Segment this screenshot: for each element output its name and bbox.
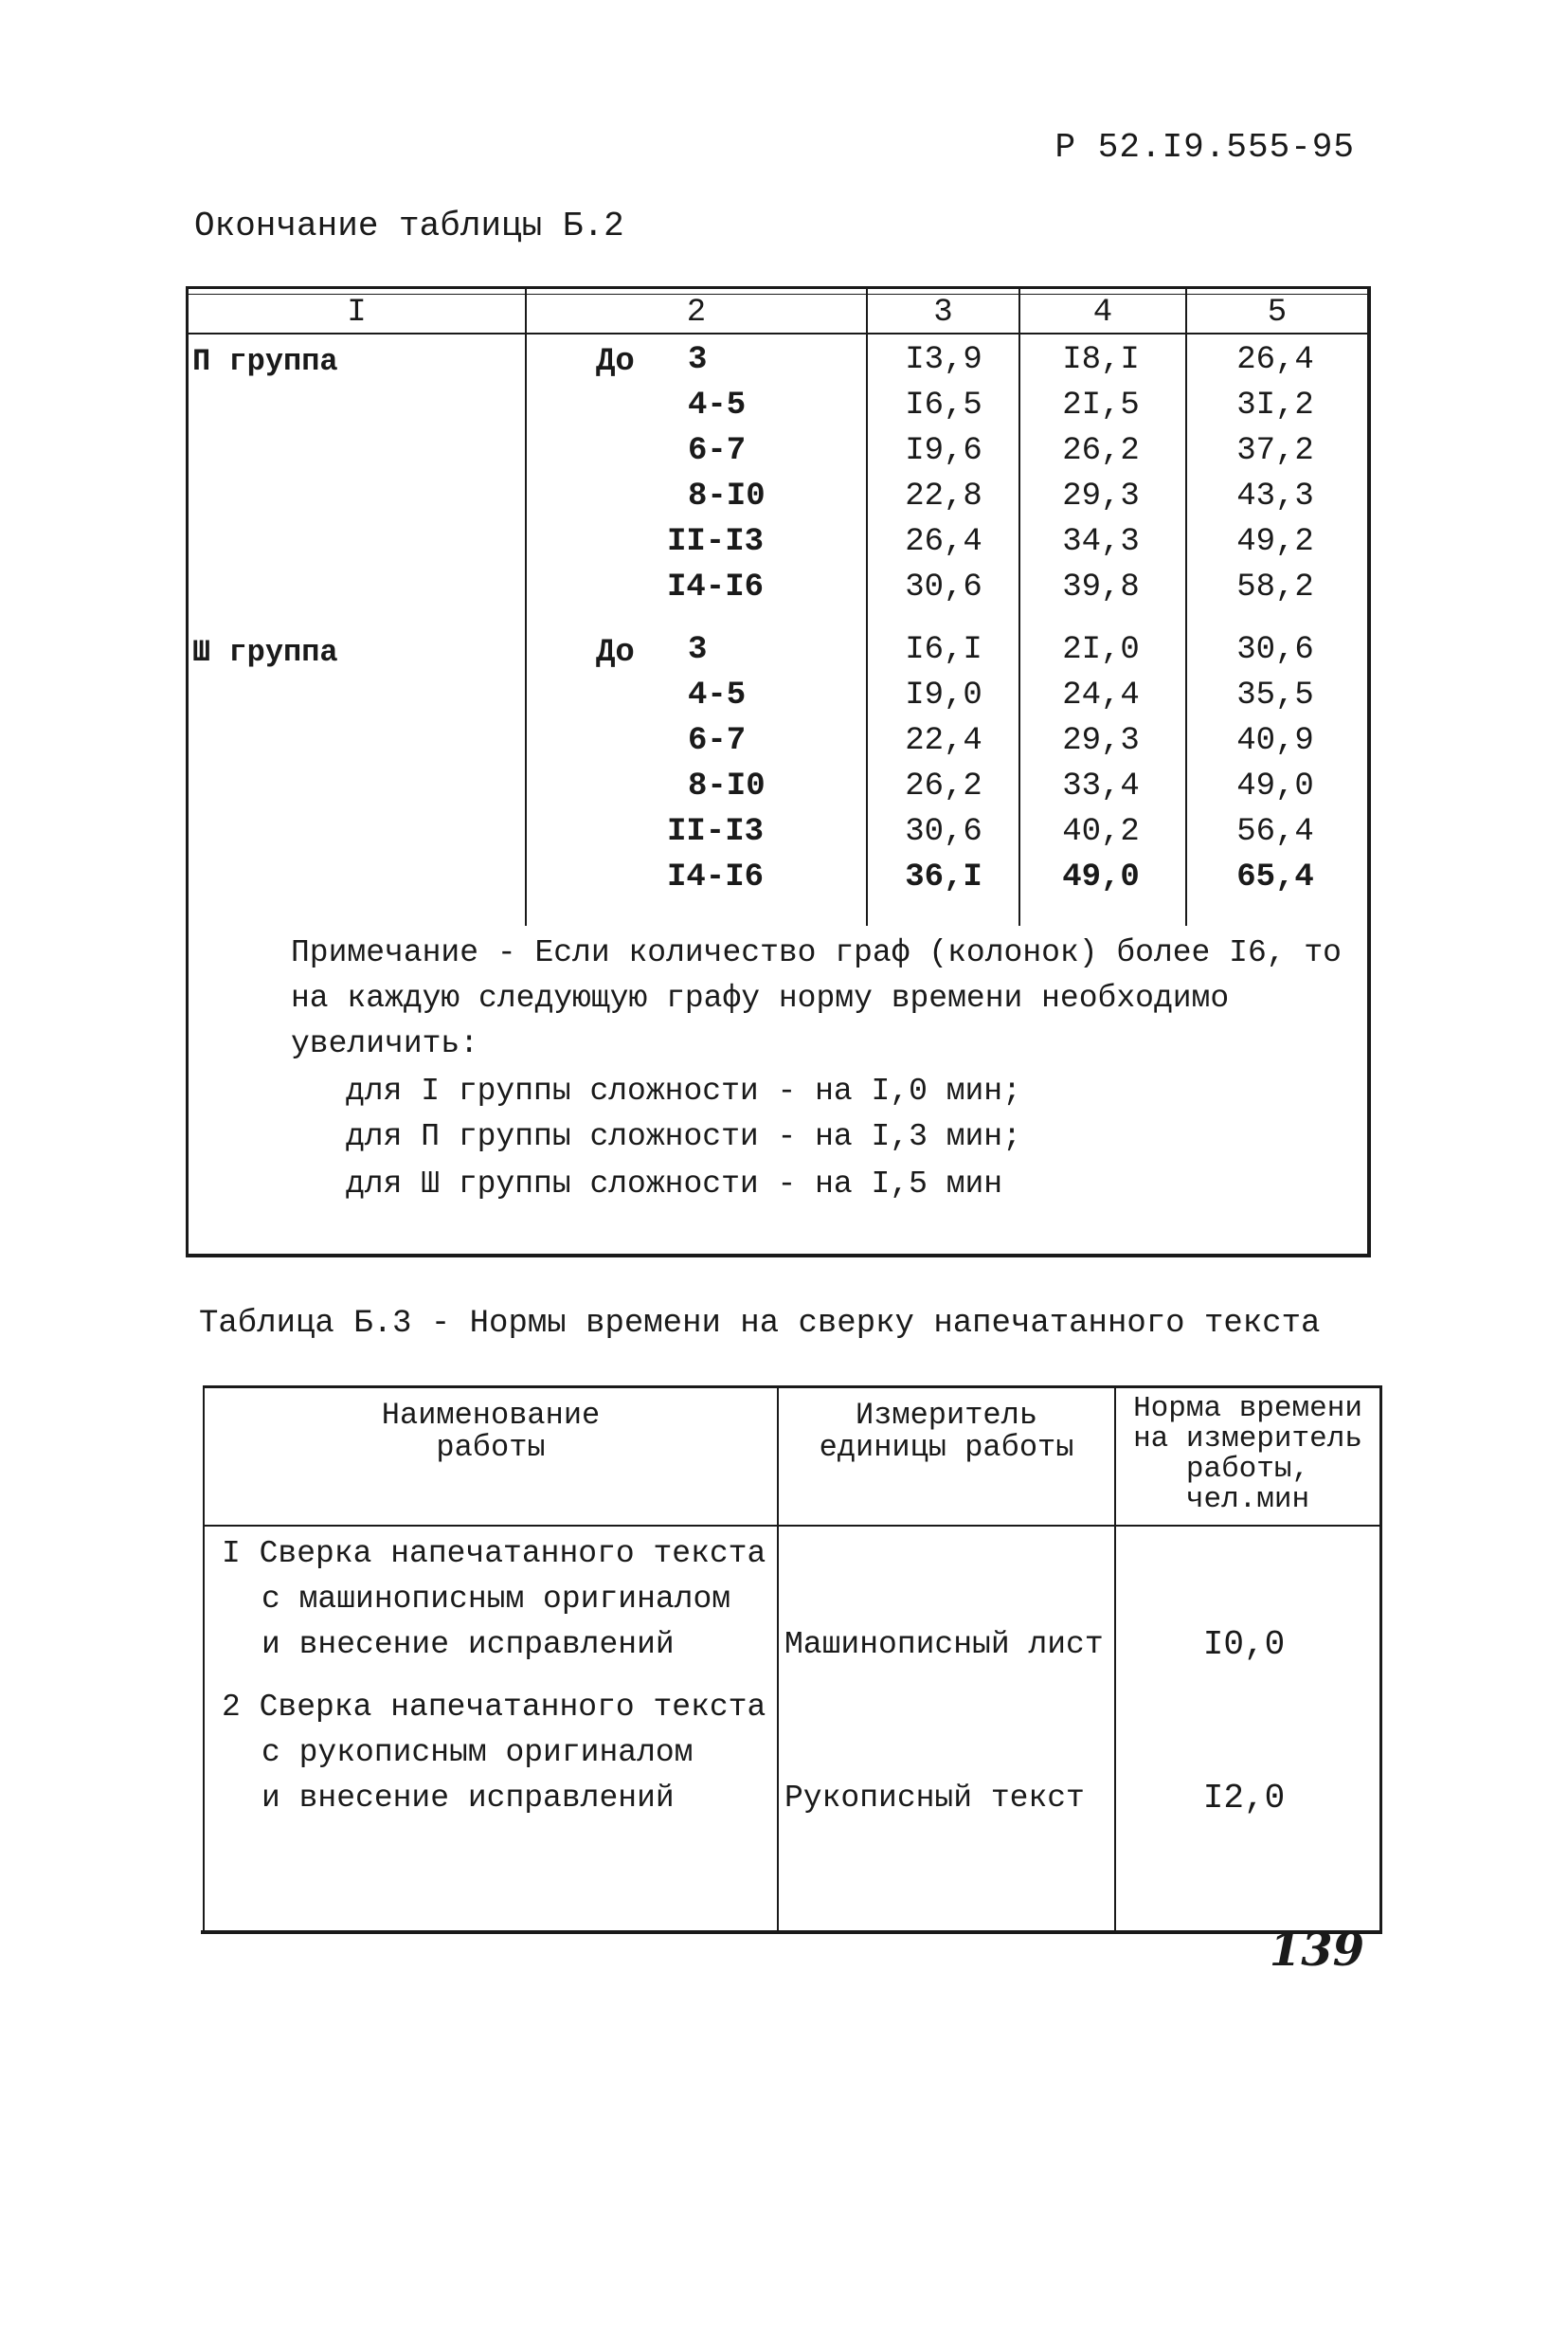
- table-b2-col-header-5: 5: [1267, 295, 1288, 331]
- table-cell: 33,4: [1062, 769, 1140, 805]
- pages-range: 3: [688, 342, 708, 378]
- work-description-line: и внесение исправлений: [261, 1627, 675, 1662]
- table-cell: I6,5: [905, 388, 982, 424]
- table-cell: 22,4: [905, 723, 982, 759]
- table-cell: 22,8: [905, 479, 982, 515]
- pages-range: 4-5: [688, 388, 747, 424]
- table-cell: 26,4: [1236, 342, 1314, 378]
- group-name: Ш группа: [192, 635, 338, 670]
- header-unit: Измеритель единицы работы: [819, 1398, 1074, 1465]
- table-cell: 2I,5: [1062, 388, 1140, 424]
- note-line: Примечание - Если количество граф (колонок) более I6, то: [291, 935, 1342, 970]
- table-b3-header-divider: [205, 1525, 1379, 1527]
- table-b2-col-header-4: 4: [1092, 295, 1113, 331]
- range-prefix: До: [596, 344, 635, 380]
- table-cell: I9,6: [905, 433, 982, 469]
- table-cell: I3,9: [905, 342, 982, 378]
- note-item: для I группы сложности - на I,0 мин;: [346, 1074, 1021, 1109]
- note-line: увеличить:: [291, 1026, 479, 1061]
- pages-range: I4-I6: [667, 570, 765, 606]
- pages-range: 3: [688, 632, 708, 668]
- document-code: Р 52.I9.555-95: [1054, 128, 1355, 167]
- table-cell: 40,2: [1062, 814, 1140, 850]
- work-description-line: 2 Сверка напечатанного текста: [222, 1690, 766, 1725]
- pages-range: 8-I0: [688, 479, 766, 515]
- table-b2: [186, 286, 1371, 1257]
- table-b2-col-divider-4: [1185, 289, 1187, 926]
- table-cell: 35,5: [1236, 678, 1314, 714]
- unit-cell: Рукописный текст: [784, 1781, 1085, 1816]
- table-b2-caption: Окончание таблицы Б.2: [194, 207, 624, 245]
- work-description-line: с рукописным оригиналом: [261, 1735, 694, 1770]
- pages-range: 6-7: [688, 433, 747, 469]
- table-cell: 49,0: [1062, 859, 1140, 895]
- table-b2-col-header-1: I: [347, 295, 367, 331]
- table-b3-bottom-border: [201, 1930, 1382, 1934]
- note-item: для П группы сложности - на I,3 мин;: [346, 1119, 1021, 1154]
- page-number: 139: [1269, 1924, 1364, 1977]
- header-work-name: Наименование работы: [381, 1398, 601, 1465]
- table-cell: 56,4: [1236, 814, 1314, 850]
- table-b2-header-divider: [189, 333, 1367, 335]
- table-b3-caption: Таблица Б.3 - Нормы времени на сверку напечатанного текста: [199, 1306, 1321, 1342]
- table-cell: 26,4: [905, 524, 982, 560]
- table-cell: 26,2: [905, 769, 982, 805]
- table-cell: 29,3: [1062, 479, 1140, 515]
- table-cell: 39,8: [1062, 570, 1140, 606]
- table-cell: 3I,2: [1236, 388, 1314, 424]
- table-cell: 2I,0: [1062, 632, 1140, 668]
- table-cell: 24,4: [1062, 678, 1140, 714]
- table-cell: 49,0: [1236, 769, 1314, 805]
- table-cell: I8,I: [1062, 342, 1140, 378]
- group-name: П группа: [192, 344, 338, 379]
- table-cell: I6,I: [905, 632, 982, 668]
- table-cell: 26,2: [1062, 433, 1140, 469]
- pages-range: II-I3: [667, 814, 765, 850]
- pages-range: 6-7: [688, 723, 747, 759]
- pages-range: II-I3: [667, 524, 765, 560]
- work-description-line: и внесение исправлений: [261, 1781, 675, 1816]
- table-b2-col-divider-1: [525, 289, 527, 926]
- table-cell: 30,6: [1236, 632, 1314, 668]
- table-cell: 36,I: [905, 859, 982, 895]
- header-norm: Норма времени на измеритель работы, чел.мин: [1133, 1392, 1362, 1516]
- table-cell: 65,4: [1236, 859, 1314, 895]
- table-cell: 34,3: [1062, 524, 1140, 560]
- pages-range: 4-5: [688, 678, 747, 714]
- work-description-line: I Сверка напечатанного текста: [222, 1536, 766, 1571]
- table-cell: 40,9: [1236, 723, 1314, 759]
- table-cell: I9,0: [905, 678, 982, 714]
- norm-cell: I2,0: [1202, 1779, 1286, 1818]
- work-description-line: с машинописным оригиналом: [261, 1582, 731, 1617]
- unit-cell: Машинописный лист: [784, 1627, 1104, 1662]
- note-item: для Ш группы сложности - на I,5 мин: [346, 1166, 1003, 1202]
- table-b2-col-header-2: 2: [686, 295, 707, 331]
- table-b3-col-divider-1: [777, 1388, 779, 1930]
- table-cell: 30,6: [905, 570, 982, 606]
- table-cell: 37,2: [1236, 433, 1314, 469]
- range-prefix: До: [596, 635, 635, 671]
- table-b2-col-header-3: 3: [933, 295, 953, 331]
- table-cell: 49,2: [1236, 524, 1314, 560]
- norm-cell: I0,0: [1202, 1625, 1286, 1664]
- table-b3: [203, 1385, 1382, 1930]
- table-cell: 43,3: [1236, 479, 1314, 515]
- pages-range: I4-I6: [667, 859, 765, 895]
- pages-range: 8-I0: [688, 769, 766, 805]
- note-line: на каждую следующую графу норму времени необходимо: [291, 981, 1230, 1016]
- table-cell: 58,2: [1236, 570, 1314, 606]
- table-cell: 30,6: [905, 814, 982, 850]
- table-cell: 29,3: [1062, 723, 1140, 759]
